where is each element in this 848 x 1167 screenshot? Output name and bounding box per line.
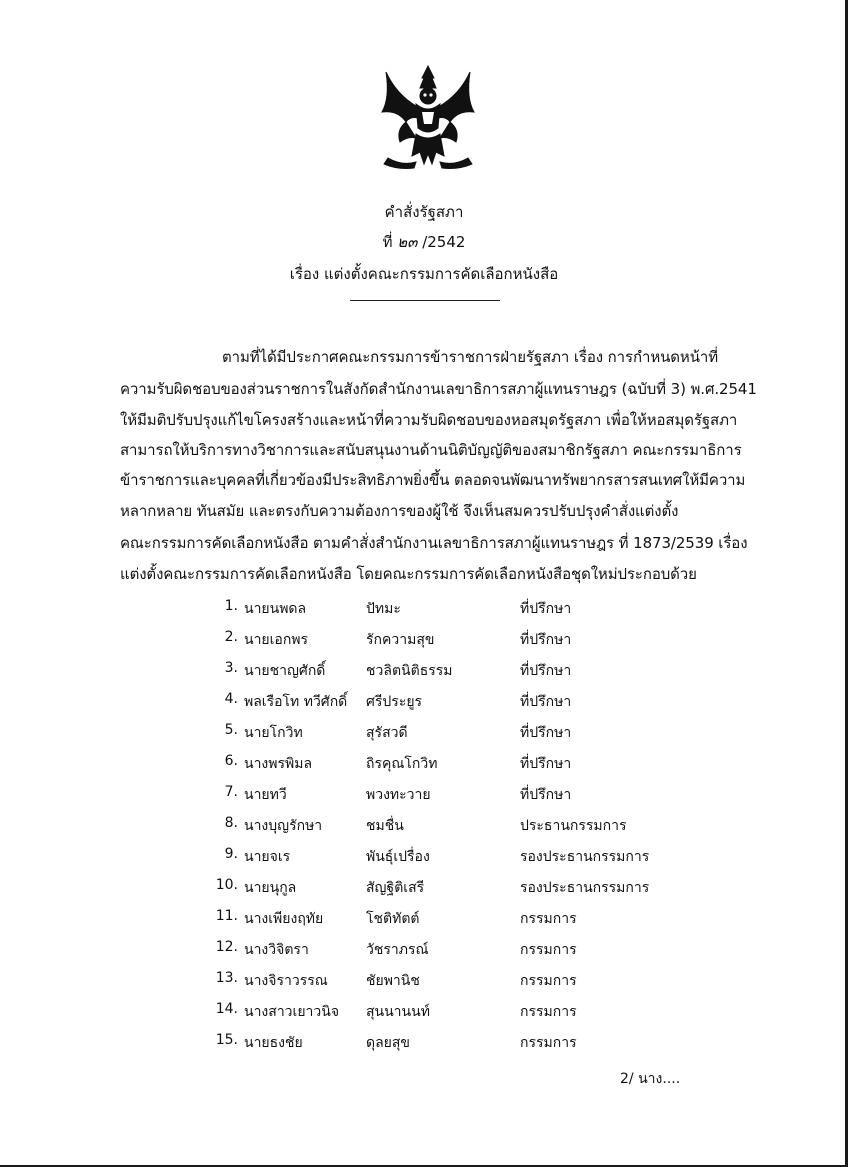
member-name: นายนุกูล <box>244 880 297 896</box>
list-item <box>208 753 668 784</box>
document-title: คำสั่งรัฐสภา <box>384 203 464 221</box>
body-line: สามารถให้บริการทางวิชาการและสนับสนุนงานด้านนิติบัญญัติของสมาชิกรัฐสภา คณะกรรมาธิการ <box>120 441 742 459</box>
member-name: นายจเร <box>244 849 291 865</box>
member-surname: สุนนานนท์ <box>366 1004 430 1020</box>
member-surname: พวงทะวาย <box>366 787 431 803</box>
member-name: นายเอกพร <box>244 632 309 648</box>
member-name: นายโกวิท <box>244 725 303 741</box>
list-item <box>208 722 668 753</box>
member-number: 13. <box>215 970 238 986</box>
body-line: ให้มีมติปรับปรุงแก้ไขโครงสร้างและหน้าที่ความรับผิดชอบของหอสมุดรัฐสภา เพื่อให้หอสมุดรัฐสภา <box>120 411 738 429</box>
member-name: นางบุญรักษา <box>244 818 323 834</box>
member-surname: โชติทัตต์ <box>366 911 420 927</box>
member-role: ที่ปรึกษา <box>520 756 572 772</box>
member-role: กรรมการ <box>520 911 577 927</box>
member-role: กรรมการ <box>520 942 577 958</box>
member-role: ที่ปรึกษา <box>520 632 572 648</box>
member-name: นายชาญศักดิ์ <box>244 663 326 679</box>
member-name: นางพรพิมล <box>244 756 313 772</box>
member-name: นางจิราวรรณ <box>244 973 328 989</box>
list-item <box>208 629 668 660</box>
number-value: ๒๓ <box>397 233 418 251</box>
member-role: ที่ปรึกษา <box>520 787 572 803</box>
list-item <box>208 598 668 629</box>
list-item <box>208 691 668 722</box>
member-role: รองประธานกรรมการ <box>520 849 650 865</box>
member-surname: วัชราภรณ์ <box>366 942 429 958</box>
member-role: รองประธานกรรมการ <box>520 880 650 896</box>
document-number <box>0 230 848 254</box>
page-continuation: 2/ นาง.... <box>620 1071 681 1087</box>
member-number: 10. <box>215 877 238 893</box>
list-item <box>208 939 668 970</box>
member-number: 12. <box>215 939 238 955</box>
member-number: 14. <box>215 1001 238 1017</box>
member-number: 2. <box>224 629 238 645</box>
member-number: 9. <box>224 846 238 862</box>
member-number: 8. <box>224 815 238 831</box>
member-surname: ชวลิตนิติธรรม <box>366 663 453 679</box>
member-number: 1. <box>224 598 238 614</box>
body-line: ข้าราชการและบุคคลที่เกี่ยวข้องมีประสิทธิภาพยิ่งขึ้น ตลอดจนพัฒนาทรัพยากรสารสนเทศให้มีความ <box>120 471 746 489</box>
member-number: 7. <box>224 784 238 800</box>
member-name: นายธงชัย <box>244 1035 303 1051</box>
member-surname: ศรีประยูร <box>366 694 423 710</box>
member-role: กรรมการ <box>520 1004 577 1020</box>
member-role: ที่ปรึกษา <box>520 725 572 741</box>
garuda-emblem <box>376 58 480 176</box>
member-role: ที่ปรึกษา <box>520 601 572 617</box>
member-name: นายนพดล <box>244 601 307 617</box>
list-item <box>208 1001 668 1032</box>
body-line: คณะกรรมการคัดเลือกหนังสือ ตามคำสั่งสำนักงานเลขาธิการสภาผู้แทนราษฎร ที่ 1873/2539 เรื่อง <box>120 534 748 552</box>
member-surname: ชมชื่น <box>366 818 404 834</box>
body-line: หลากหลาย ทันสมัย และตรงกับความต้องการของผู้ใช้ จึงเห็นสมควรปรับปรุงคำสั่งแต่งตั้ง <box>120 502 679 520</box>
member-surname: สัญฐิติเสรี <box>366 880 425 896</box>
document-subject: เรื่อง แต่งตั้งคณะกรรมการคัดเลือกหนังสือ <box>289 265 559 283</box>
body-line: ความรับผิดชอบของส่วนราชการในสังกัดสำนักงานเลขาธิการสภาผู้แทนราษฎร (ฉบับที่ 3) พ.ศ.2541 <box>120 380 757 398</box>
member-role: ที่ปรึกษา <box>520 694 572 710</box>
member-name: นางเพียงฤทัย <box>244 911 324 927</box>
list-item <box>208 1032 668 1063</box>
member-name: พลเรือโท ทวีศักดิ์ <box>244 694 348 710</box>
member-name: นางวิจิตรา <box>244 942 309 958</box>
member-surname: สุรัสวดี <box>366 725 408 741</box>
member-number: 4. <box>224 691 238 707</box>
number-year: /2542 <box>422 233 466 251</box>
member-role: กรรมการ <box>520 1035 577 1051</box>
list-item <box>208 908 668 939</box>
body-line: ตามที่ได้มีประกาศคณะกรรมการข้าราชการฝ่ายรัฐสภา เรื่อง การกำหนดหน้าที่ <box>222 348 718 366</box>
list-item <box>208 660 668 691</box>
member-role: ประธานกรรมการ <box>520 818 627 834</box>
member-surname: ถิรคุณโกวิท <box>366 756 438 772</box>
member-role: กรรมการ <box>520 973 577 989</box>
member-surname: ปัทมะ <box>366 601 401 617</box>
member-number: 5. <box>224 722 238 738</box>
list-item <box>208 846 668 877</box>
member-list <box>208 598 668 1063</box>
number-prefix: ที่ <box>382 233 393 251</box>
member-surname: ดุลยสุข <box>366 1035 410 1051</box>
list-item <box>208 784 668 815</box>
body-line: แต่งตั้งคณะกรรมการคัดเลือกหนังสือ โดยคณะกรรมการคัดเลือกหนังสือชุดใหม่ประกอบด้วย <box>120 565 697 583</box>
member-name: นายทวี <box>244 787 287 803</box>
list-item <box>208 877 668 908</box>
member-number: 11. <box>215 908 238 924</box>
list-item <box>208 815 668 846</box>
member-name: นางสาวเยาวนิจ <box>244 1004 340 1020</box>
title-divider <box>350 300 500 301</box>
member-surname: พันธุ์เปรื่อง <box>366 849 430 865</box>
member-number: 6. <box>224 753 238 769</box>
list-item <box>208 970 668 1001</box>
member-surname: ชัยพานิช <box>366 973 420 989</box>
member-role: ที่ปรึกษา <box>520 663 572 679</box>
member-surname: รักความสุข <box>366 632 435 648</box>
member-number: 3. <box>224 660 238 676</box>
member-number: 15. <box>215 1032 238 1048</box>
